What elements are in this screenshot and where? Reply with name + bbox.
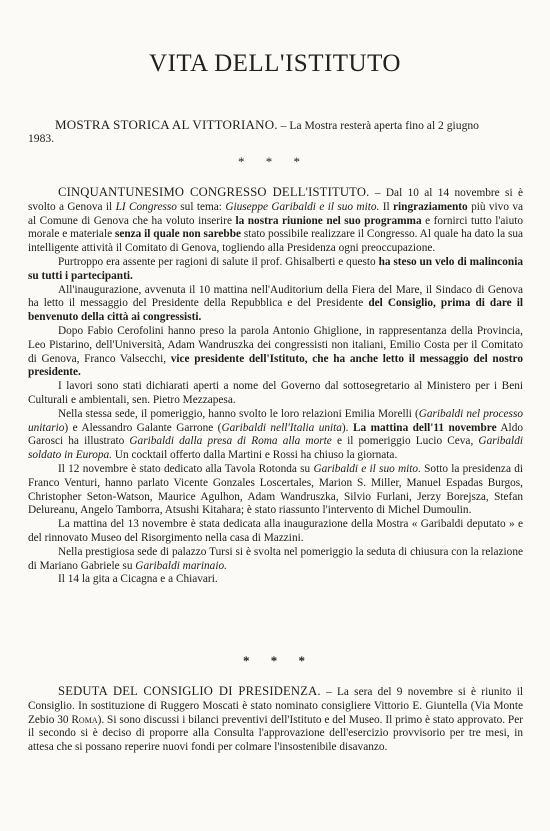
congress-theme: Giuseppe Garibaldi e il suo mito. [225, 200, 380, 213]
congresso-section [28, 186, 523, 587]
seduta-run-title: SEDUTA DEL CONSIGLIO DI PRESIDENZA. [58, 684, 321, 698]
congresso-paragraph-4: Dopo Fabio Cerofolini hanno preso la parola Antonio Ghiglione, in rappresentanza della Provincia, Leo Pistarino, dell'Università, Adam Wandruszka dei congressisti non italiani, Emilio Costa per il Comitato di Genova, Franco Valsecchi, vice presidente dell'Istituto, che ha anche letto il messaggio del nostro presidente. [28, 324, 523, 379]
congresso-paragraph-10: Il 14 la gita a Cicagna e a Chiavari. [58, 573, 218, 586]
mostra-text: – La Mostra resterà aperta fino al 2 giugno [277, 119, 479, 132]
congresso-paragraph-5: I lavori sono stati dichiarati aperti a nome del Governo dal sottosegretario al Ministero per i Beni Culturali e ambientali, sen. Pietro Mezzapesa. [28, 380, 523, 406]
congresso-paragraph-2: Purtroppo era assente per ragioni di salute il prof. Ghisalberti e questo ha steso un velo di malinconia su tutti i partecipanti. [28, 255, 523, 282]
page-title: VITA DELL'ISTITUTO [149, 50, 401, 77]
congresso-paragraph-1: CINQUANTUNESIMO CONGRESSO DELL'ISTITUTO. – Dal 10 al 14 novembre si è svolto a Genova il LI Congresso sul tema: Giuseppe Garibaldi e il suo mito. Il ringraziamento più vivo va al Comune di Genova che ha voluto inserire la nostra riunione nel suo programma e fornirci tutto l'aiuto morale e materiale senza il quale non sarebbe stato possibile realizzare il Congresso. Al quale ha dato la sua intelligente attività il Comitato di Genova, togliendo alla Presidenza ogni preoccupazione. [28, 185, 524, 255]
mostra-year: 1983. [28, 132, 55, 145]
seduta-paragraph: SEDUTA DEL CONSIGLIO DI PRESIDENZA. – La sera del 9 novembre si è riunito il Consiglio. In sostituzione di Ruggero Moscati è stato nominato consigliere Vittorio E. Giuntella (Via Monte Zebio 30 Roma). Si sono discussi i bilanci preventivi dell'Istituto e del Museo. Il primo è stato approvato. Per il secondo si è deciso di proporre alla Consulta l'approvazione dell'esercizio provvisorio per tre mesi, in attesa che si possano reperire nuovi fondi per colmare l'insostenibile disavanzo. [28, 684, 524, 754]
congresso-run-title: CINQUANTUNESIMO CONGRESSO DELL'ISTITUTO. [58, 185, 370, 199]
congresso-paragraph-3: All'inaugurazione, avvenuta il 10 mattina nell'Auditorium della Fiera del Mare, il Sindaco di Genova ha letto il messaggio del Presidente della Repubblica e del Presidente del Consiglio, prima di dare il benvenuto della città ai congressisti. [28, 283, 523, 324]
congresso-paragraph-6: Nella stessa sede, il pomeriggio, hanno svolto le loro relazioni Emilia Morelli (Garibaldi nel processo unitario) e Alessandro Galante Garrone (Garibaldi nell'Italia unita). La mattina dell'11 novembre Aldo Garosci ha illustrato Garibaldi dalla presa di Roma alla morte e il pomeriggio Lucio Ceva, Garibaldi soldato in Europa. Un cocktail offerto dalla Martini e Rossi ha chiuso la giornata. [28, 407, 523, 462]
mostra-section [28, 118, 524, 145]
congresso-paragraph-9: Nella prestigiosa sede di palazzo Tursi si è svolta nel pomeriggio la seduta di chiusura con la relazione di Mariano Gabriele su Garibaldi marinaio. [28, 545, 523, 572]
congresso-paragraph-7: Il 12 novembre è stato dedicato alla Tavola Rotonda su Garibaldi e il suo mito. Sotto la presidenza di Franco Venturi, hanno parlato Vicente Gonzales Loscertales, Marion S. Miller, Manuel Espadas Burgos, Christopher Seton-Watson, Maurice Agulhon, Adam Wandruszka, Silvio Furlani, Jerzy Borejsza, Stefan Delureanu, Angelo Tamborra, Atsushi Kitahara; è stato riassunto l'intervento di Michel Dumoulin. [28, 462, 523, 517]
seduta-section [28, 685, 523, 755]
separator-stars-2: * * * [243, 653, 314, 668]
separator-stars: * * * [238, 154, 309, 169]
congresso-paragraph-8: La mattina del 13 novembre è stata dedicata alla inaugurazione della Mostra « Garibaldi deputato » e del rinnovato Museo del Risorgimento nella casa di Mazzini. [28, 518, 523, 544]
mostra-run-title: MOSTRA STORICA AL VITTORIANO. [55, 117, 278, 132]
